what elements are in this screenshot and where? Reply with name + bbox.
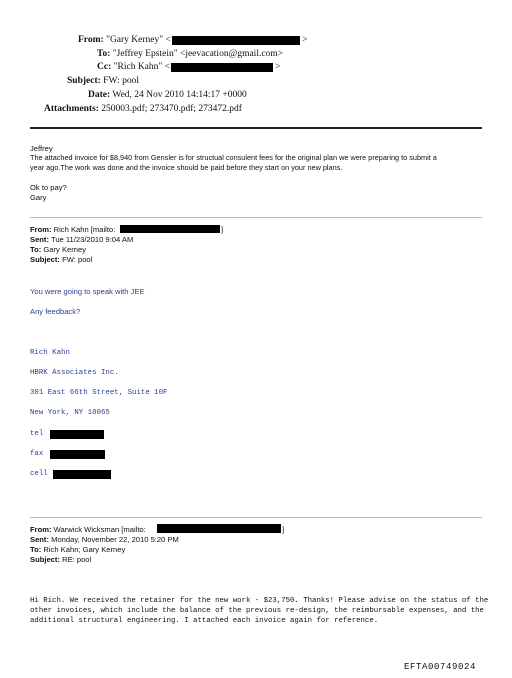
fwd-sent (30, 235, 133, 244)
divider (30, 217, 482, 218)
fwd-from (30, 225, 115, 234)
sig-fax-label: fax (30, 450, 44, 458)
fwd-from-value: Warwick Wicksman [mailto: (53, 525, 146, 534)
fwd-sent (30, 535, 179, 544)
date-value: Wed, 24 Nov 2010 14:14:17 +0000 (112, 90, 247, 100)
sig-cell-label: cell (30, 470, 48, 478)
cc-value: "Rich Kahn" < (113, 62, 171, 72)
fwd-from-label: From: (30, 525, 52, 534)
header-subject (67, 76, 139, 86)
fwd-from-value: Rich Kahn [mailto: (53, 225, 116, 234)
fwd-sent-label: Sent: (30, 535, 49, 544)
redaction-bar (120, 225, 220, 233)
fwd-to-value: Rich Kahn; Gary Kerney (43, 545, 126, 554)
fwd-subject-label: Subject: (30, 255, 60, 264)
body-line: The attached invoice for $8,940 from Gensler is for structual consulent fees for the original plan we were preparing to submit a (30, 153, 437, 162)
fwd-subject-value: RE: pool (62, 555, 92, 564)
from-close: > (302, 35, 308, 45)
attachments-value: 250003.pdf; 273470.pdf; 273472.pdf (101, 104, 242, 114)
subject-value: FW: pool (103, 76, 139, 86)
fwd-from-label: From: (30, 225, 52, 234)
redaction-bar (157, 524, 281, 533)
redaction-bar (50, 450, 105, 459)
fwd-to-label: To: (30, 245, 42, 254)
header-cc (97, 62, 170, 72)
fwd-to (30, 545, 125, 554)
to-value: "Jeffrey Epstein" <jeevacation@gmail.com> (112, 49, 284, 59)
fwd-subject-value: FW: pool (62, 255, 93, 264)
body-line: year ago.The work was done and the invoice should be paid before they start on your new plans. (30, 163, 343, 172)
fwd-from (30, 525, 146, 534)
reply-body-line: Hi Rich. We received the retainer for the new work - $23,750. Thanks! Please advise on the status of the (30, 597, 489, 605)
header-from (78, 35, 171, 45)
fwd-from-close: ] (282, 525, 285, 534)
cc-close: > (275, 62, 281, 72)
reply-body-line: additional structural engineering. I attached each invoice again for reference. (30, 617, 379, 625)
fwd-subject (30, 555, 91, 564)
attachments-label: Attachments: (44, 104, 99, 114)
fwd-to-value: Gary Kerney (43, 245, 87, 254)
from-value: "Gary Kerney" < (106, 35, 171, 45)
cc-label: Cc: (97, 62, 112, 72)
sig-name: Rich Kahn (30, 349, 70, 357)
reply-body-line: other invoices, which include the balance of the previous re-design, the reimbursable expenses, and the (30, 607, 484, 615)
forward-body-line: You were going to speak with JEE (30, 287, 145, 296)
bates-number: EFTA00749024 (404, 662, 477, 672)
header-attachments (44, 104, 242, 114)
sig-tel-label: tel (30, 430, 44, 438)
fwd-subject-label: Subject: (30, 555, 60, 564)
forward-body-line: Any feedback? (30, 307, 81, 316)
greeting: Jeffrey (30, 144, 53, 153)
sig-address: 301 East 66th Street, Suite 10F (30, 389, 168, 397)
header-date (88, 90, 247, 100)
body-ask: Ok to pay? (30, 183, 67, 192)
redaction-bar (50, 430, 104, 439)
header-divider (30, 127, 482, 129)
divider (30, 517, 482, 518)
date-label: Date: (88, 90, 111, 100)
header-to (97, 49, 283, 59)
from-label: From: (78, 35, 104, 45)
to-label: To: (97, 49, 111, 59)
fwd-sent-label: Sent: (30, 235, 49, 244)
fwd-to-label: To: (30, 545, 42, 554)
redaction-bar (172, 36, 300, 45)
fwd-to (30, 245, 86, 254)
fwd-sent-value: Monday, November 22, 2010 5:20 PM (51, 535, 179, 544)
signoff: Gary (30, 193, 47, 202)
fwd-sent-value: Tue 11/23/2010 9:04 AM (50, 235, 134, 244)
fwd-subject (30, 255, 92, 264)
sig-city: New York, NY 10065 (30, 409, 110, 417)
subject-label: Subject: (67, 76, 101, 86)
redaction-bar (53, 470, 111, 479)
fwd-from-close: ] (221, 225, 224, 234)
sig-company: HBRK Associates Inc. (30, 369, 119, 377)
redaction-bar (171, 63, 273, 72)
